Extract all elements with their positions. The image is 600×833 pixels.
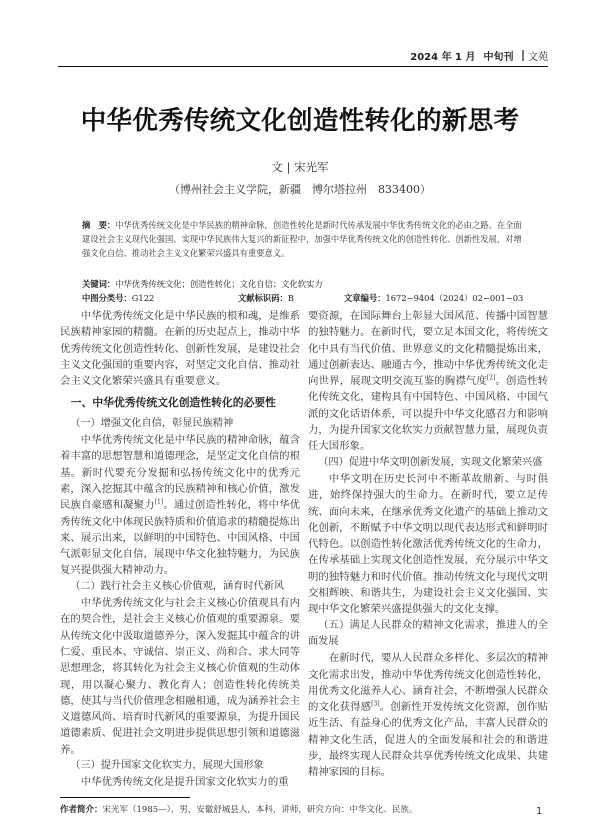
section-heading-1: 一、中华优秀传统文化创造性转化的必要性	[70, 396, 276, 410]
doc-value: B	[287, 293, 294, 303]
page-number: 1	[536, 806, 543, 817]
keywords-text: 中华优秀传统文化；创造性转化；文化自信；文化软实力	[115, 279, 323, 289]
column-name: 文苑	[528, 52, 548, 63]
text-run: 中华优秀传统文化是中华民族的精神命脉，蕴含着丰富的思想智慧和道德理念，是坚定文化自信的根基。新时代要充分发掘和弘扬传统文化中的优秀元素，深入挖掘其中蕴含的民族精神和核心价值，激发民族自豪感和凝聚力	[60, 434, 300, 512]
affiliation: （博州社会主义学院，新疆 博尔塔拉州 833400）	[169, 183, 431, 196]
clc-value: G122	[131, 293, 155, 303]
running-header	[58, 46, 548, 67]
article-number-label: 文章编号：	[344, 293, 386, 303]
keywords	[82, 278, 532, 290]
footnote-divider	[60, 797, 190, 798]
article-title: 中华优秀传统文化创造性转化的新思考	[80, 106, 520, 136]
subsection-2-paragraph: 中华优秀传统文化与社会主义核心价值观具有内在的契合性，是社会主义核心价值观的重要源泉。要从传统文化中汲取道德养分，深入发掘其中蕴含的讲仁爱、重民本、守诚信、崇正义、尚和合、求大同等思想理念，将其转化为社会主义核心价值观的生动体现，用以凝心聚力、教化育人；创造性转化传统美德，使其与当代价值理念相融相通，成为涵养社会主义道德风尚、培育时代新风的重要源泉，为提升国民道德素质、促进社会文明进步提供思想引领和道德滋养。	[60, 597, 300, 756]
header-divider	[522, 50, 525, 61]
footnote-text: 宋光军（1985—），男，安徽舒城县人，本科，讲师，研究方向：中华文化、民族。	[102, 805, 418, 815]
citation-ref[interactable]: [1]	[154, 498, 164, 506]
citation-ref[interactable]: [3]	[371, 700, 380, 708]
clc-code	[82, 292, 154, 304]
article-number-value: 1672−9404（2024）02−001−03	[385, 293, 524, 303]
header-info	[402, 48, 548, 63]
citation-ref[interactable]: [2]	[486, 374, 496, 382]
author-bio-footnote	[60, 803, 417, 815]
subsection-heading-3: （三）提升国家文化软实力，展现大国形象	[70, 760, 264, 772]
abstract-label: 摘 要：	[82, 220, 116, 230]
article-number	[344, 292, 523, 304]
text-run: 。通过创造性转化，将中华优秀传统文化中体现民族特质和价值追求的精髓提炼出来、展示出来，以鲜明的中国特色、中国风格、中国气派彰显文化自信，展现中华文化独特魅力，为民族复兴提供强大精神动力。	[60, 499, 301, 577]
subsection-5-paragraph	[308, 650, 548, 780]
subsection-3-paragraph-start: 中华优秀传统文化是提升国家文化软实力的重	[80, 776, 289, 789]
footnote-label: 作者简介：	[60, 805, 103, 815]
right-column	[308, 308, 548, 781]
doc-label: 文献标识码：	[238, 293, 288, 303]
text-run: 在新时代，要从人民群众多样化、多层次的精神文化需求出发，推动中华优秀传统文化创造性转化，用优秀文化滋养人心、涵育社会，不断增强人民群众的文化获得感	[308, 652, 548, 714]
subsection-4-paragraph: 中华文明在历史长河中不断革故鼎新、与时俱进，始终保持强大的生命力。在新时代，要立足传统、面向未来，在继承优秀文化遗产的基础上推动文化创新，不断赋予中华文明以现代表达形式和鲜明时代特色。以创造性转化激活优秀传统文化的生命力，在传承基础上实现文化创造性发展，充分展示中华文明的独特魅力和时代价值。推动传统文化与现代文明交相辉映、和谐共生，为建设社会主义文化强国、实现中华文化繁荣兴盛提供强大的文化支撑。	[308, 472, 548, 616]
text-run: 要资源，在国际舞台上彰显大国风范、传播中国智慧的独特魅力。在新时代，要立足本国文化，将传统文化中具有当代价值、世界意义的文化精髓提炼出来，通过创新表达、融通古今，推动中华优秀传统文化走向世界，展现文明交流互鉴的胸襟气度	[308, 310, 548, 388]
text-run: 。创造性转化传统文化，建构具有中国特色、中国风格、中国气派的文化话语体系，可以提升中华文化感召力和影响力，为提升国家文化软实力贡献智慧力量，展现负责任大国形象。	[308, 375, 549, 453]
text-run: 。创新性开发传统文化资源，创作贴近生活、有益身心的优秀文化产品，丰富人民群众的精神文化生活，促进人的全面发展和社会的和谐进步，最终实现人民群众共享优秀传统文化成果、共建精神家园的目标。	[308, 701, 549, 779]
subsection-heading-1: （一）增强文化自信，彰显民族精神	[70, 417, 234, 429]
abstract	[82, 218, 522, 260]
author-line: 文 | 宋光军	[271, 160, 329, 174]
intro-paragraph: 中华优秀传统文化是中华民族的根和魂，是维系民族精神家园的精髓。在新的历史起点上，推动中华优秀传统文化创造性转化、创新性发展，是建设社会主义文化强国的重要内容，对坚定文化自信、推动社会主义文化繁荣兴盛具有重要意义。	[60, 310, 300, 388]
clc-label: 中图分类号：	[82, 293, 132, 303]
abstract-text: 中华优秀传统文化是中华民族的精神命脉，创造性转化是新时代传承发展中华优秀传统文化的必由之路。在全面建设社会主义现代化强国、实现中华民族伟大复兴的新征程中，加强中华优秀传统文化的创造性转化、创新性发展，对增强文化自信、推动社会主义文化繁荣兴盛具有重要意义。	[82, 220, 522, 258]
subsection-heading-4: （四）促进中华文明创新发展，实现文化繁荣兴盛	[318, 456, 543, 468]
left-column	[60, 308, 300, 791]
issue-frequency: 中旬刊	[483, 52, 514, 63]
subsection-1-paragraph	[60, 432, 300, 579]
subsection-3-paragraph-cont	[308, 308, 548, 455]
keywords-label: 关键词：	[82, 279, 116, 289]
subsection-heading-2: （二）践行社会主义核心价值观，涵育时代新风	[70, 580, 285, 592]
article-meta	[82, 278, 532, 303]
doc-code	[238, 292, 294, 304]
issue-date: 2024 年 1 月	[410, 52, 476, 63]
subsection-heading-5: （五）满足人民群众的精神文化需求，推进人的全面发展	[308, 619, 548, 647]
